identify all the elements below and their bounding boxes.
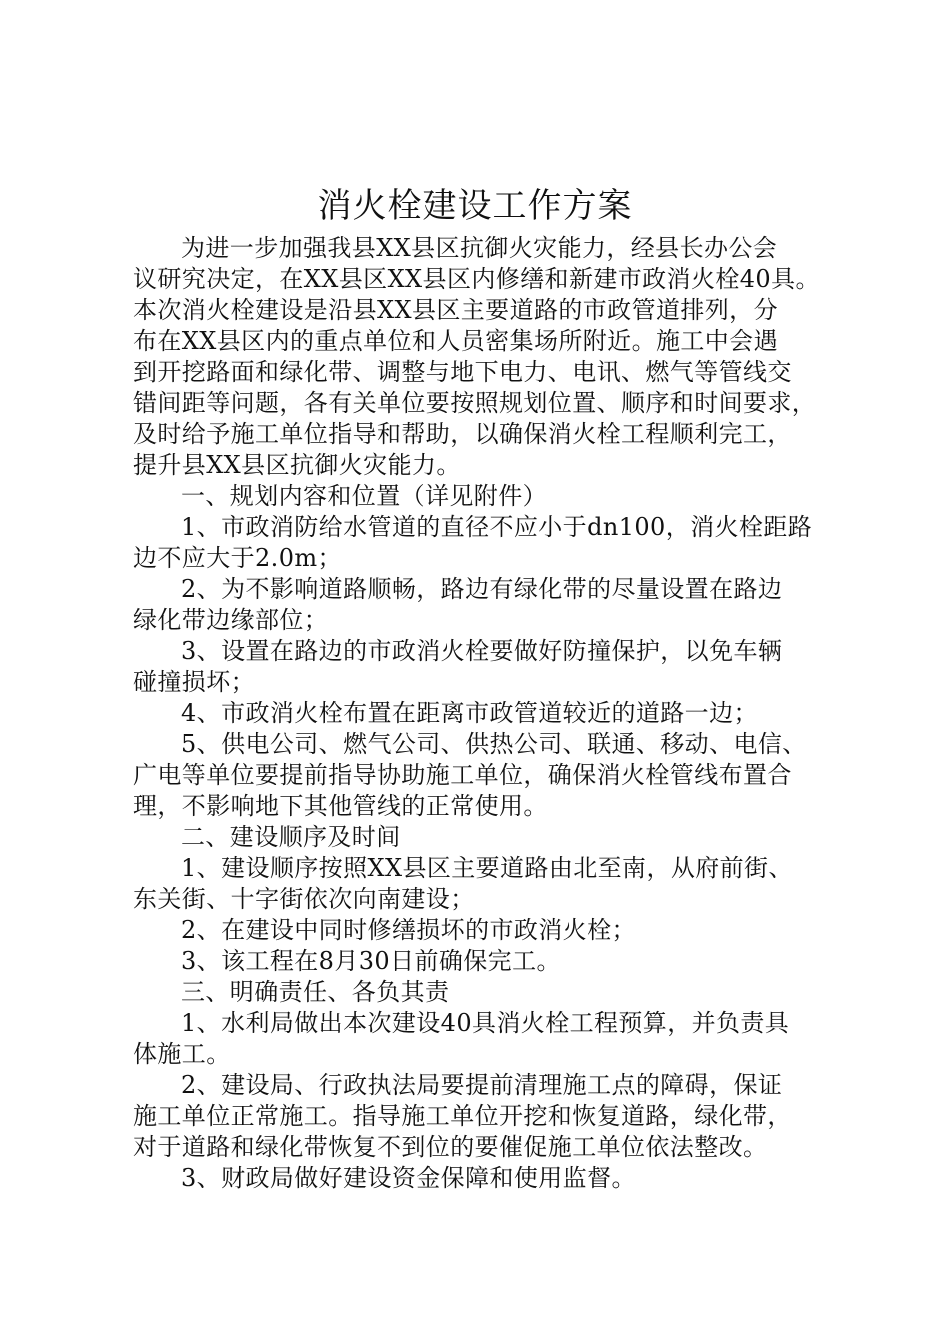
body-line: 提升县XX县区抗御火灾能力。 [133,451,461,479]
list-item: 3、设置在路边的市政消火栓要做好防撞保护，以免车辆 [181,637,783,665]
list-item: 2、为不影响道路顺畅，路边有绿化带的尽量设置在路边 [181,575,783,603]
body-line: 错间距等问题，各有关单位要按照规划位置、顺序和时间要求， [133,389,817,417]
body-line: 边不应大于2.0m； [133,544,342,572]
body-line: 议研究决定，在XX县区XX县区内修缮和新建市政消火栓40具。 [133,265,820,293]
section-heading: 三、明确责任、各负其责 [181,978,450,1006]
body-line: 理，不影响地下其他管线的正常使用。 [133,792,548,820]
body-line: 对于道路和绿化带恢复不到位的要催促施工单位依法整改。 [133,1133,768,1161]
list-item: 5、供电公司、燃气公司、供热公司、联通、移动、电信、 [181,730,807,758]
list-item: 3、财政局做好建设资金保障和使用监督。 [181,1164,636,1192]
body-line: 体施工。 [133,1040,231,1068]
section-heading: 一、规划内容和位置（详见附件） [181,482,547,510]
body-line: 绿化带边缘部位； [133,606,329,634]
list-item: 1、市政消防给水管道的直径不应小于dn100，消火栓距路 [181,513,813,541]
document-title: 消火栓建设工作方案 [317,186,633,226]
body-line: 碰撞损坏； [133,668,255,696]
body-line: 及时给予施工单位指导和帮助，以确保消火栓工程顺利完工， [133,420,792,448]
body-line: 到开挖路面和绿化带、调整与地下电力、电讯、燃气等管线交 [133,358,792,386]
section-heading: 二、建设顺序及时间 [181,823,401,851]
list-item: 4、市政消火栓布置在距离市政管道较近的道路一边； [181,699,758,727]
body-line: 本次消火栓建设是沿县XX县区主要道路的市政管道排列，分 [133,296,778,324]
list-item: 2、在建设中同时修缮损坏的市政消火栓； [181,916,636,944]
list-item: 1、建设顺序按照XX县区主要道路由北至南，从府前街、 [181,854,793,882]
list-item: 3、该工程在8月30日前确保完工。 [181,947,561,975]
body-line: 施工单位正常施工。指导施工单位开挖和恢复道路，绿化带， [133,1102,792,1130]
body-line: 广电等单位要提前指导协助施工单位，确保消火栓管线布置合 [133,761,792,789]
body-line: 东关街、十字街依次向南建设； [133,885,475,913]
list-item: 2、建设局、行政执法局要提前清理施工点的障碍，保证 [181,1071,783,1099]
body-line: 布在XX县区内的重点单位和人员密集场所附近。施工中会遇 [133,327,778,355]
list-item: 1、水利局做出本次建设40具消火栓工程预算，并负责具 [181,1009,790,1037]
body-line: 为进一步加强我县XX县区抗御火灾能力，经县长办公会 [181,234,778,262]
